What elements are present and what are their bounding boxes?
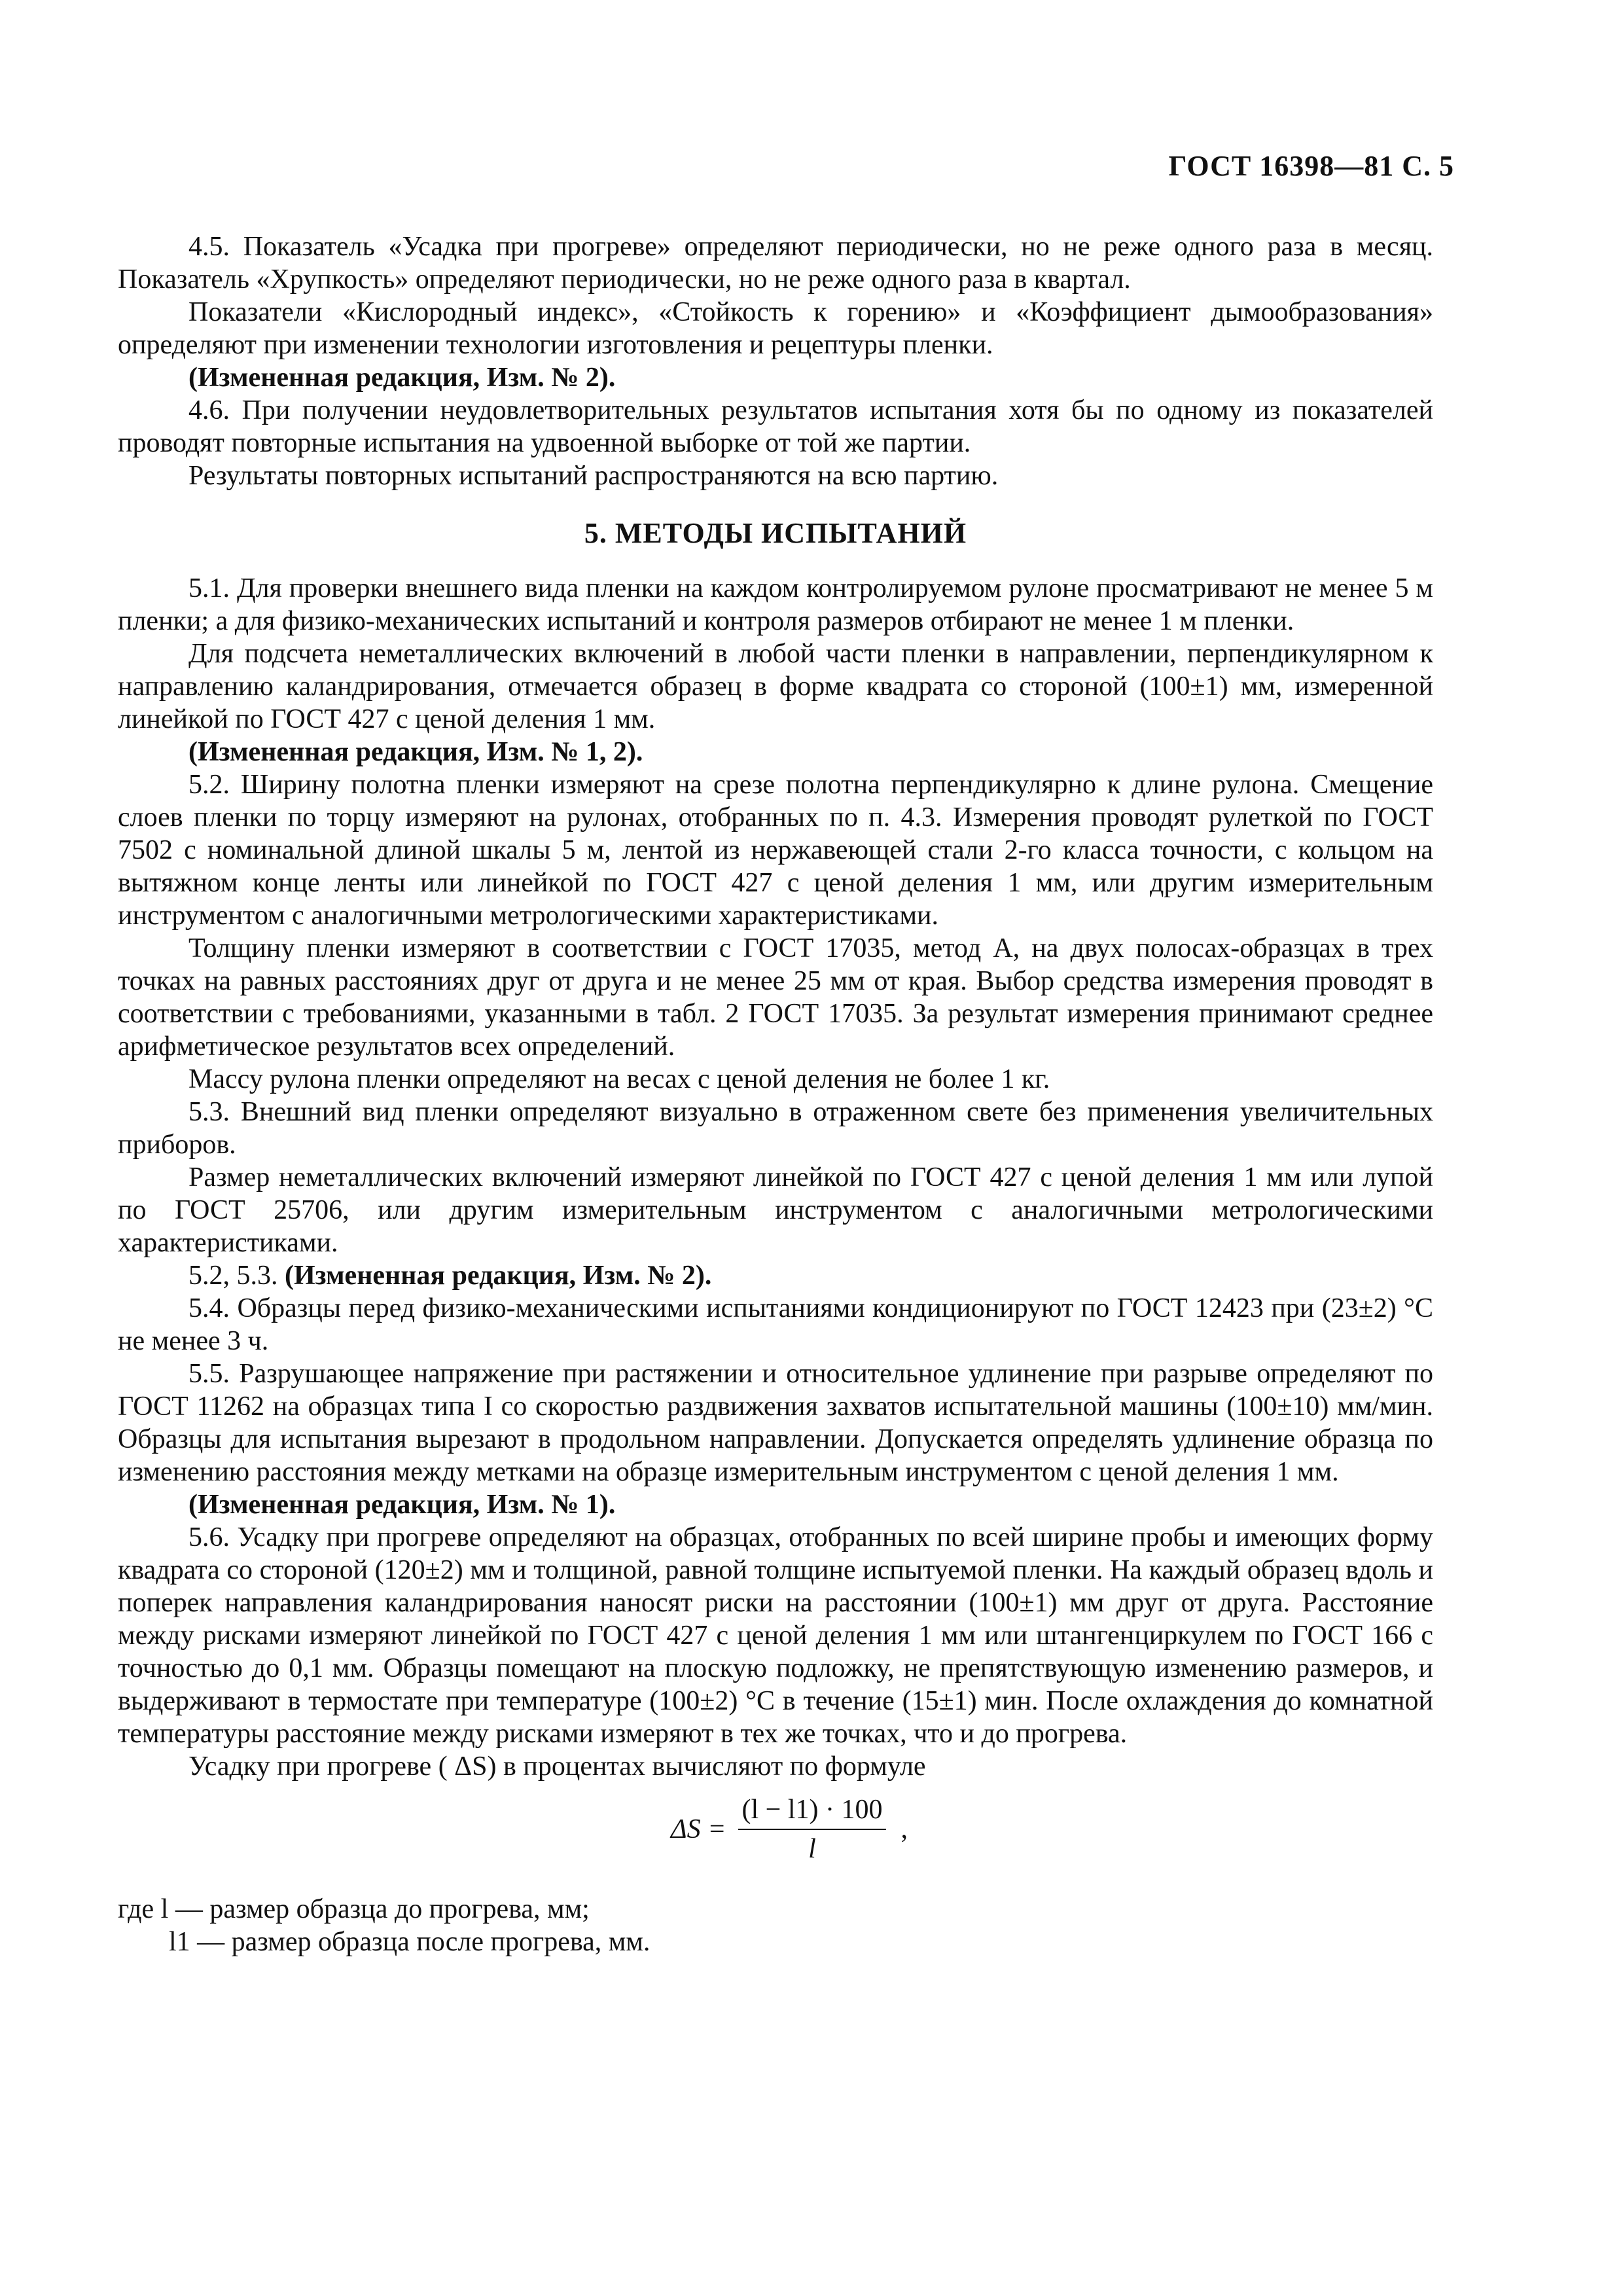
paragraph: 4.6. При получении неудовлетворительных результатов испытания хотя бы по одному из показателей проводят повторные испытания на удвоенной выборке от той же партии. [118, 395, 1433, 458]
formula-numerator: (l − l1) · 100 [738, 1793, 887, 1830]
paragraph: Размер неметаллических включений измеряют линейкой по ГОСТ 427 с ценой деления 1 мм или лупой по ГОСТ 25706, или другим измерительным инструментом с аналогичными метрологическими характеристиками. [118, 1162, 1433, 1258]
paragraph: 5.2. Ширину полотна пленки измеряют на срезе полотна перпендикулярно к длине рулона. Смещение слоев пленки по торцу измеряют на рулонах, отобранных по п. 4.3. Измерения проводят рулеткой по ГОСТ 7502 с номинальной длиной шкалы 5 м, лентой из нержавеющей стали 2-го класса точности, с кольцом на вытяжном конце ленты или линейкой по ГОСТ 427 с ценой деления 1 мм, или другим измерительным инструментом с аналогичными метрологическими характеристиками. [118, 770, 1433, 931]
paragraph: Показатели «Кислородный индекс», «Стойкость к горению» и «Коэффициент дымообразования» определяют при изменении технологии изготовления и рецептуры пленки. [118, 297, 1433, 360]
amendment-note: (Измененная редакция, Изм. № 1). [188, 1490, 616, 1520]
section-title: 5. МЕТОДЫ ИСПЫТАНИЙ [584, 517, 967, 549]
paragraph: Результаты повторных испытаний распространяются на всю партию. [188, 461, 999, 491]
amendment-note: (Измененная редакция, Изм. № 2). [188, 363, 616, 393]
amendment-line [118, 1259, 1433, 1292]
paragraph: Усадку при прогреве ( ΔS) в процентах вычисляют по формуле [188, 1751, 926, 1782]
formula-legend-item: где l — размер образца до прогрева, мм; [118, 1894, 590, 1924]
paragraph: 5.6. Усадку при прогреве определяют на образцах, отобранных по всей ширине пробы и имеющих форму квадрата со стороной (120±2) мм и толщиной, равной толщине испытуемой пленки. На каждый образец вдоль и поперек направления каландрирования наносят риски на расстоянии (100±1) мм друг от друга. Расстояние между рисками измеряют линейкой по ГОСТ 427 с ценой деления 1 мм или штангенциркулем по ГОСТ 166 с точностью до 0,1 мм. Образцы помещают на плоскую подложку, не препятствующую изменению размеров, и выдерживают в термостате при температуре (100±2) °С в течение (15±1) мин. После охлаждения до комнатной температуры расстояние между рисками измеряют в тех же точках, что и до прогрева. [118, 1522, 1433, 1749]
paragraph: Для подсчета неметаллических включений в любой части пленки в направлении, перпендикулярном к направлению каландрирования, отмечается образец в форме квадрата со стороной (100±1) мм, измеренной линейкой по ГОСТ 427 с ценой деления 1 мм. [118, 639, 1433, 734]
amendment-note: (Измененная редакция, Изм. № 1, 2). [188, 737, 643, 767]
formula-denominator: l [808, 1834, 816, 1864]
amendment-note: (Измененная редакция, Изм. № 2). [285, 1261, 712, 1291]
formula-block [118, 1787, 1433, 1885]
amendment-prefix: 5.2, 5.3. [188, 1261, 278, 1291]
paragraph: 5.3. Внешний вид пленки определяют визуально в отраженном свете без применения увеличительных приборов. [118, 1097, 1433, 1160]
formula-comma: , [901, 1814, 908, 1844]
paragraph: Массу рулона пленки определяют на весах с ценой деления не более 1 кг. [188, 1064, 1050, 1094]
formula-legend-item: l1 — размер образца после прогрева, мм. [169, 1927, 651, 1957]
formula-lhs: ΔS = [671, 1814, 726, 1844]
shrinkage-formula [671, 1793, 908, 1865]
document-body [118, 230, 1433, 1958]
page-header: ГОСТ 16398—81 С. 5 [1168, 150, 1454, 182]
paragraph: 5.4. Образцы перед физико-механическими испытаниями кондиционируют по ГОСТ 12423 при (23±2) °С не менее 3 ч. [118, 1293, 1433, 1356]
paragraph: 5.5. Разрушающее напряжение при растяжении и относительное удлинение при разрыве определяют по ГОСТ 11262 на образцах типа I со скоростью раздвижения захватов испытательной машины (100±10) мм/мин. Образцы для испытания вырезают в продольном направлении. Допускается определять удлинение образца по изменению расстояния между метками на образце измерительным инструментом с ценой деления 1 мм. [118, 1359, 1433, 1487]
paragraph: Толщину пленки измеряют в соответствии с ГОСТ 17035, метод А, на двух полосах-образцах в трех точках на равных расстояниях друг от друга и не менее 25 мм от края. Выбор средства измерения проводят в соответствии с требованиями, указанными в табл. 2 ГОСТ 17035. За результат измерения принимают среднее арифметическое результатов всех определений. [118, 933, 1433, 1062]
paragraph: 5.1. Для проверки внешнего вида пленки на каждом контролируемом рулоне просматривают не менее 5 м пленки; а для физико-механических испытаний и контроля размеров отбирают не менее 1 м пленки. [118, 573, 1433, 636]
formula-fraction [738, 1793, 887, 1865]
paragraph: 4.5. Показатель «Усадка при прогреве» определяют периодически, но не реже одного раза в месяц. Показатель «Хрупкость» определяют периодически, но не реже одного раза в квартал. [118, 232, 1433, 295]
